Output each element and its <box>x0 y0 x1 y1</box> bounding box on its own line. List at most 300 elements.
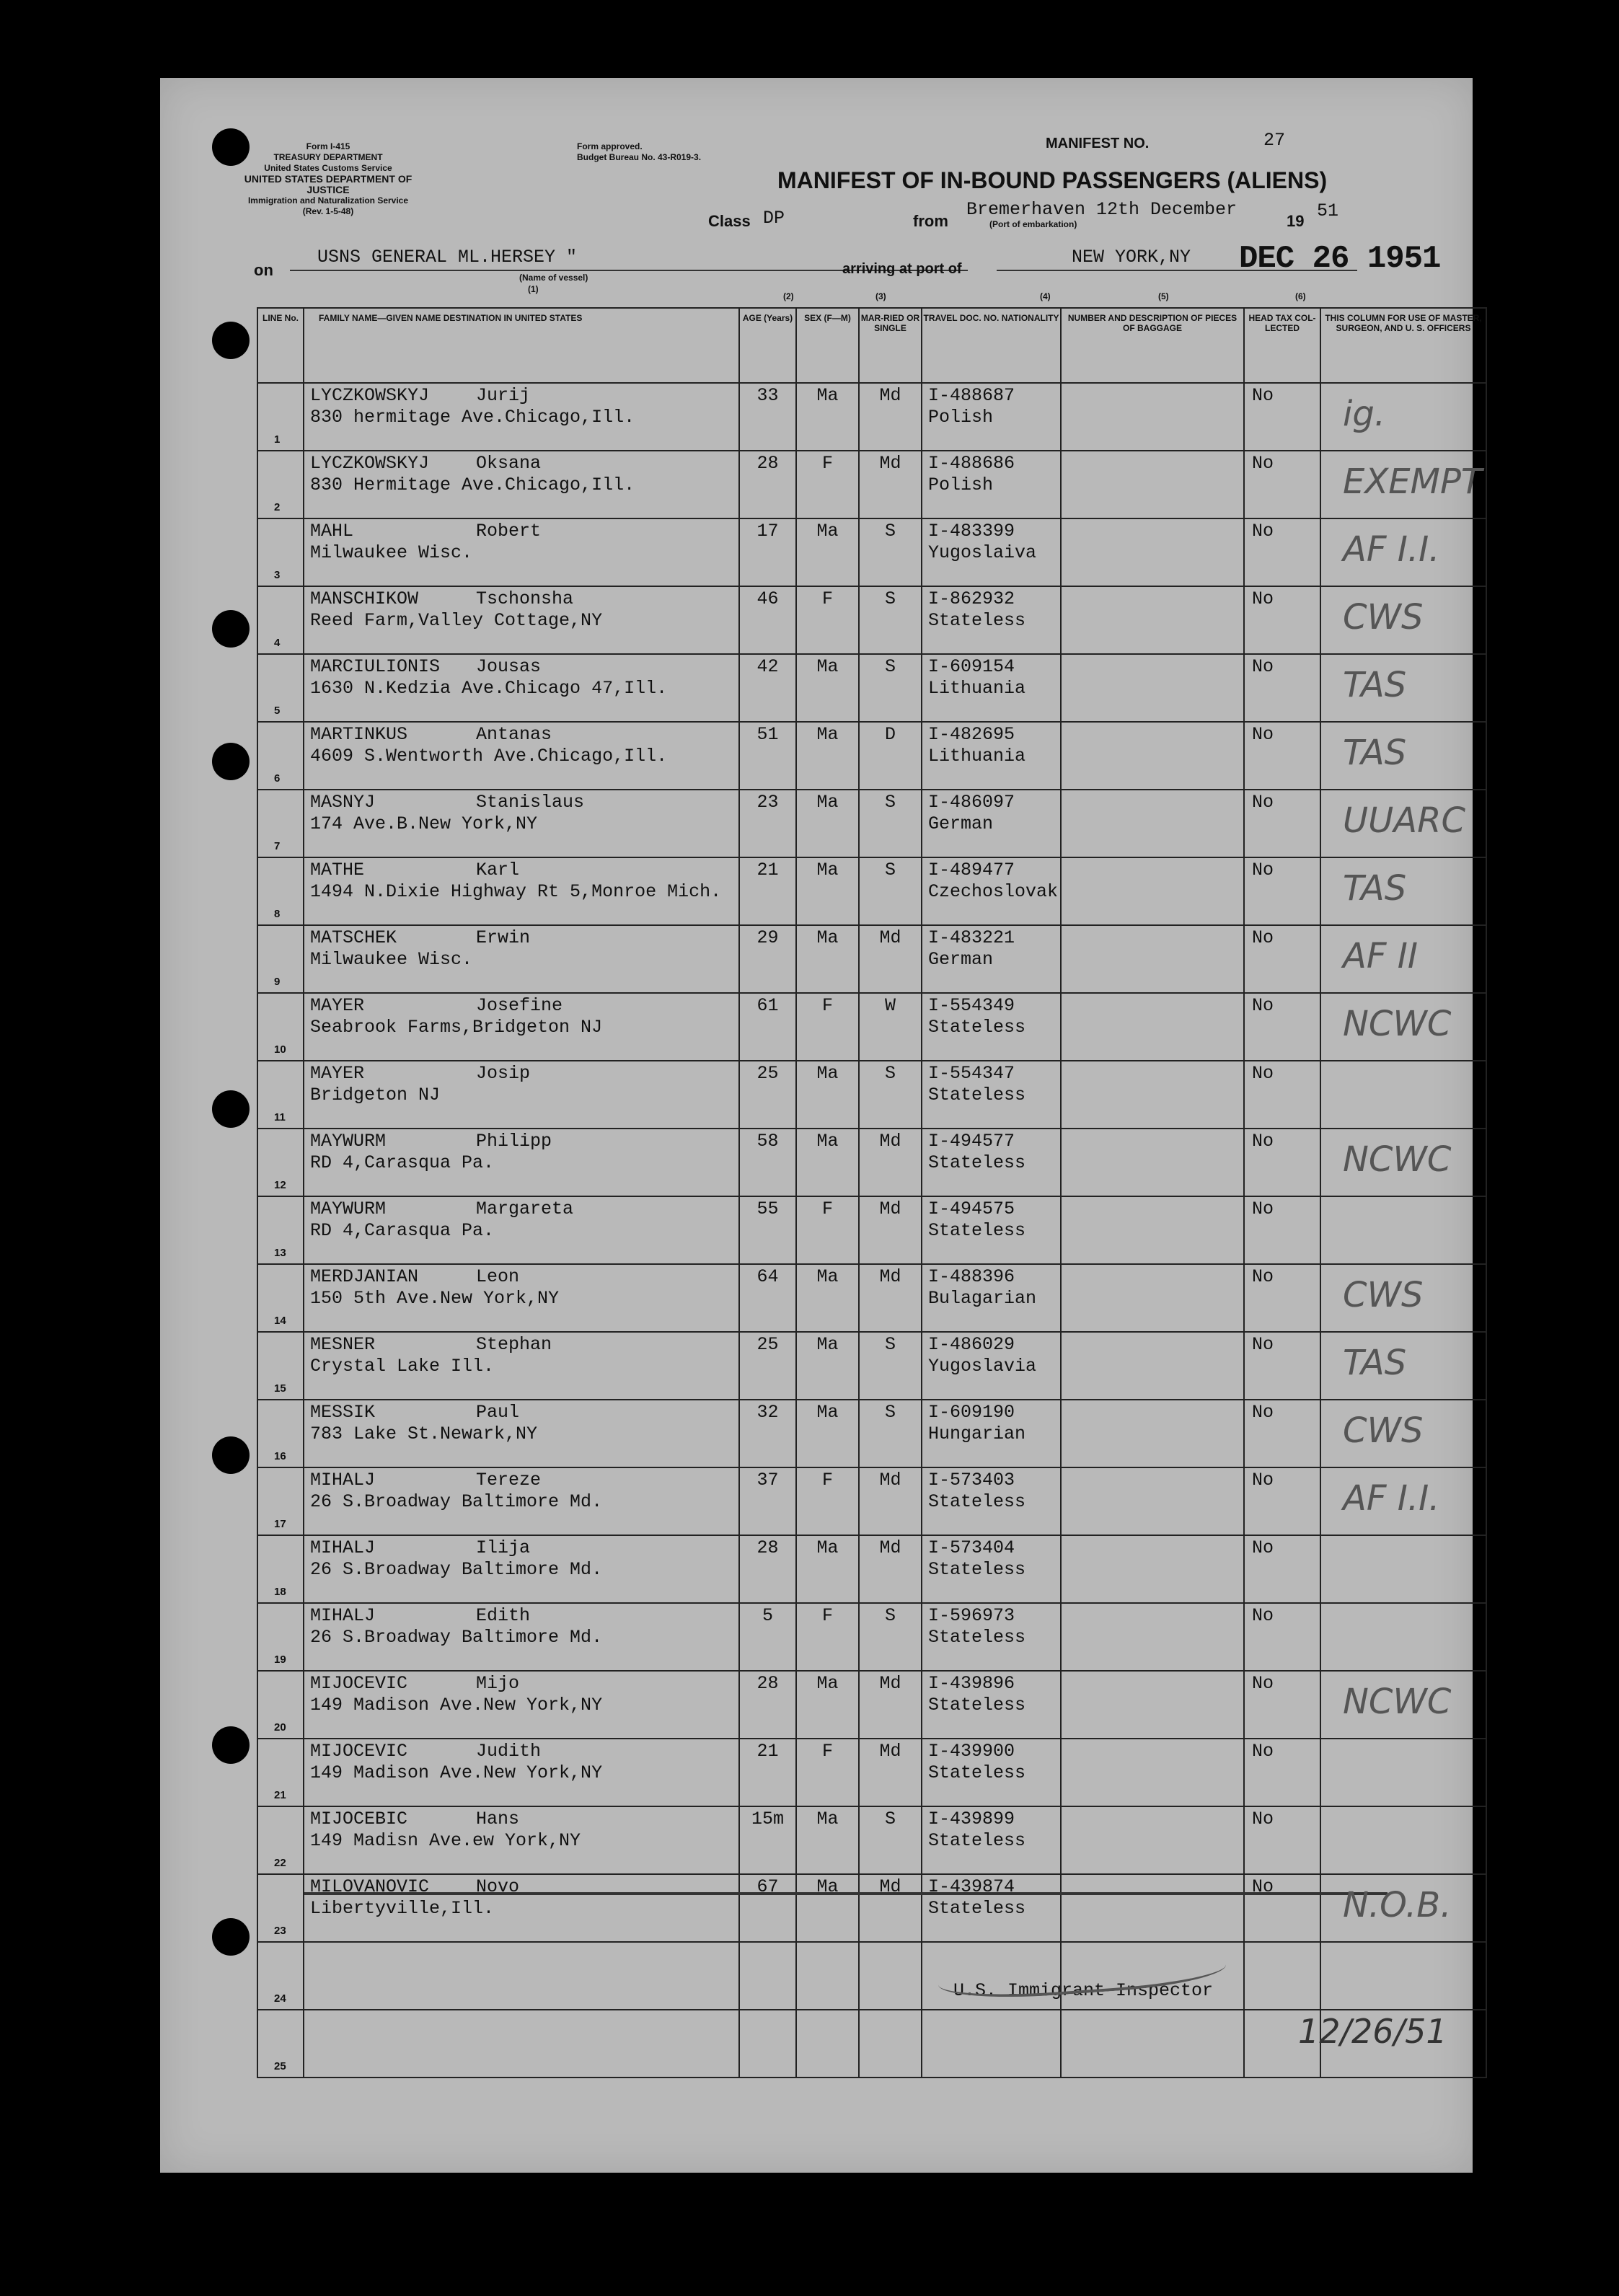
head-tax-cell <box>1244 1196 1320 1264</box>
marital-cell <box>859 1061 922 1129</box>
head-tax-cell <box>1244 654 1320 722</box>
travel-doc-no: I-596973 <box>928 1605 1015 1626</box>
travel-doc-cell <box>922 1196 1061 1264</box>
family-name: MATHE <box>310 860 365 880</box>
officer-note-cell <box>1320 1603 1486 1671</box>
age-cell <box>739 1535 796 1603</box>
travel-doc-cell <box>922 1400 1061 1467</box>
officer-note-cell <box>1320 1129 1486 1196</box>
age-cell <box>739 2010 796 2078</box>
head-tax: No <box>1252 1266 1274 1287</box>
age: 28 <box>756 1537 779 1558</box>
baggage-cell <box>1061 993 1244 1061</box>
sex: F <box>821 1741 833 1762</box>
vessel-name: USNS GENERAL ML.HERSEY " <box>317 247 578 268</box>
sex-cell <box>796 1671 859 1739</box>
table-row <box>257 1739 1486 1806</box>
destination: Libertyville,Ill. <box>310 1898 495 1919</box>
name-cell <box>304 654 739 722</box>
officer-note-cell <box>1320 1196 1486 1264</box>
age: 61 <box>756 995 779 1016</box>
travel-doc-cell <box>922 1806 1061 1874</box>
sex: Ma <box>816 1673 839 1694</box>
table-row <box>257 1196 1486 1264</box>
table-row <box>257 586 1486 654</box>
head-tax-cell <box>1244 1129 1320 1196</box>
travel-doc-no: I-488686 <box>928 453 1015 474</box>
age-cell <box>739 1467 796 1535</box>
officer-note-cell <box>1320 1671 1486 1739</box>
officer-note: TAS <box>1343 868 1407 909</box>
sex-cell <box>796 383 859 451</box>
travel-doc-cell <box>922 1874 1061 1942</box>
line-number: 3 <box>274 569 281 581</box>
sex-cell <box>796 1942 859 2010</box>
sex-cell <box>796 1400 859 1467</box>
name-cell <box>304 383 739 451</box>
head-tax-cell <box>1244 993 1320 1061</box>
from-label: from <box>913 212 948 230</box>
head-tax-cell <box>1244 451 1320 518</box>
name-cell <box>304 993 739 1061</box>
table-row <box>257 1535 1486 1603</box>
nationality: Stateless <box>928 1491 1026 1512</box>
head-tax-cell <box>1244 383 1320 451</box>
age-cell <box>739 1671 796 1739</box>
arrival-date-stamp: DEC 26 1951 <box>1239 241 1441 277</box>
age: 21 <box>756 1741 779 1762</box>
line-cell <box>257 518 304 586</box>
destination: 149 Madisn Ave.ew York,NY <box>310 1830 581 1851</box>
marital-status: S <box>884 656 896 677</box>
line-number: 22 <box>274 1857 286 1869</box>
sex: Ma <box>816 1131 839 1152</box>
table-row <box>257 1603 1486 1671</box>
sex-cell <box>796 1196 859 1264</box>
nationality: Polish <box>928 407 994 428</box>
line-number: 2 <box>274 501 281 513</box>
officer-note: NCWC <box>1343 1004 1452 1044</box>
family-name: MIJOCEBIC <box>310 1809 408 1829</box>
age: 58 <box>756 1131 779 1152</box>
head-tax: No <box>1252 724 1274 745</box>
sex-cell <box>796 1061 859 1129</box>
destination: 1494 N.Dixie Highway Rt 5,Monroe Mich. <box>310 881 722 902</box>
travel-doc-cell <box>922 993 1061 1061</box>
officer-note-cell <box>1320 790 1486 857</box>
marital-status: S <box>884 1402 896 1423</box>
given-name: Novo <box>476 1876 520 1897</box>
marital-cell <box>859 1806 922 1874</box>
line-cell <box>257 1400 304 1467</box>
officer-note: CWS <box>1343 597 1424 637</box>
line-number: 23 <box>274 1925 286 1937</box>
head-tax-cell <box>1244 1535 1320 1603</box>
given-name: Stephan <box>476 1334 552 1355</box>
marital-cell <box>859 1264 922 1332</box>
name-cell <box>304 1874 739 1942</box>
given-name: Tereze <box>476 1470 542 1491</box>
table-row <box>257 1400 1486 1467</box>
line-cell <box>257 1061 304 1129</box>
baggage-cell <box>1061 518 1244 586</box>
head-tax: No <box>1252 1334 1274 1355</box>
baggage-cell <box>1061 1332 1244 1400</box>
marital-cell <box>859 925 922 993</box>
officer-note: TAS <box>1343 1343 1407 1383</box>
head-tax-cell <box>1244 1467 1320 1535</box>
sex-cell <box>796 2010 859 2078</box>
marital-status: S <box>884 1334 896 1355</box>
family-name: MANSCHIKOW <box>310 588 419 609</box>
officer-note: NCWC <box>1343 1682 1452 1722</box>
sex-cell <box>796 790 859 857</box>
col-married: MAR-RIED OR SINGLE <box>859 308 922 383</box>
line-cell <box>257 1264 304 1332</box>
line-number: 12 <box>274 1179 286 1191</box>
marital-cell <box>859 1400 922 1467</box>
name-cell <box>304 1467 739 1535</box>
travel-doc-no: I-439874 <box>928 1876 1015 1897</box>
family-name: MAHL <box>310 521 354 542</box>
destination: 150 5th Ave.New York,NY <box>310 1288 560 1309</box>
given-name: Josefine <box>476 995 563 1016</box>
punch-hole <box>212 1090 250 1128</box>
head-tax: No <box>1252 927 1274 948</box>
age: 51 <box>756 724 779 745</box>
given-name: Antanas <box>476 724 552 745</box>
officer-note-cell <box>1320 993 1486 1061</box>
table-row <box>257 1467 1486 1535</box>
officer-note-cell <box>1320 654 1486 722</box>
travel-doc-cell <box>922 451 1061 518</box>
age: 25 <box>756 1063 779 1084</box>
given-name: Edith <box>476 1605 531 1626</box>
travel-doc-no: I-862932 <box>928 588 1015 609</box>
travel-doc-no: I-609154 <box>928 656 1015 677</box>
sex: F <box>821 453 833 474</box>
head-tax-cell <box>1244 1603 1320 1671</box>
head-tax: No <box>1252 1605 1274 1626</box>
inspector-date: 12/26/51 <box>1298 2012 1447 2051</box>
head-tax: No <box>1252 995 1274 1016</box>
marital-cell <box>859 1196 922 1264</box>
travel-doc-cell <box>922 1603 1061 1671</box>
line-number: 5 <box>274 705 281 717</box>
baggage-cell <box>1061 1400 1244 1467</box>
baggage-cell <box>1061 1061 1244 1129</box>
nationality: Stateless <box>928 1220 1026 1241</box>
family-name: MASNYJ <box>310 792 376 813</box>
nationality: Polish <box>928 474 994 495</box>
line-number: 14 <box>274 1315 286 1327</box>
age: 15m <box>751 1809 784 1829</box>
name-cell <box>304 722 739 790</box>
travel-doc-no: I-488687 <box>928 385 1015 406</box>
officer-note: EXEMPT <box>1343 462 1483 502</box>
name-cell <box>304 790 739 857</box>
marital-cell <box>859 383 922 451</box>
age: 25 <box>756 1334 779 1355</box>
arrival-port: NEW YORK,NY <box>1072 247 1191 268</box>
line-cell <box>257 857 304 925</box>
travel-doc-cell <box>922 654 1061 722</box>
marital-status: Md <box>879 1131 901 1152</box>
line-cell <box>257 993 304 1061</box>
baggage-cell <box>1061 1874 1244 1942</box>
nationality: Stateless <box>928 1830 1026 1851</box>
head-tax-cell <box>1244 1806 1320 1874</box>
sex: Ma <box>816 521 839 542</box>
line-number: 20 <box>274 1721 286 1734</box>
officer-note-cell <box>1320 1874 1486 1942</box>
col-head-tax: HEAD TAX COL-LECTED <box>1244 308 1320 383</box>
travel-doc-cell <box>922 857 1061 925</box>
age: 55 <box>756 1198 779 1219</box>
age-cell <box>739 451 796 518</box>
nationality: Stateless <box>928 1017 1026 1038</box>
head-tax: No <box>1252 453 1274 474</box>
table-row <box>257 993 1486 1061</box>
line-cell <box>257 1332 304 1400</box>
marital-status: S <box>884 792 896 813</box>
age-cell <box>739 1196 796 1264</box>
sex-cell <box>796 993 859 1061</box>
class-label: Class <box>708 212 751 230</box>
family-name: LYCZKOWSKYJ <box>310 453 430 474</box>
punch-hole <box>212 1918 250 1956</box>
head-tax-cell <box>1244 1874 1320 1942</box>
name-cell <box>304 925 739 993</box>
marital-status: Md <box>879 1470 901 1491</box>
age-cell <box>739 1603 796 1671</box>
line-cell <box>257 1671 304 1739</box>
travel-doc-no: I-573404 <box>928 1537 1015 1558</box>
officer-note: CWS <box>1343 1410 1424 1451</box>
destination: 830 Hermitage Ave.Chicago,Ill. <box>310 474 635 495</box>
table-row <box>257 1671 1486 1739</box>
table-row <box>257 1264 1486 1332</box>
head-tax: No <box>1252 1402 1274 1423</box>
destination: 174 Ave.B.New York,NY <box>310 813 538 834</box>
given-name: Margareta <box>476 1198 574 1219</box>
sex-cell <box>796 654 859 722</box>
line-cell <box>257 1806 304 1874</box>
year-prefix: 19 <box>1287 212 1305 230</box>
travel-doc-no: I-482695 <box>928 724 1015 745</box>
sex-cell <box>796 1264 859 1332</box>
baggage-cell <box>1061 1535 1244 1603</box>
nationality: Stateless <box>928 1762 1026 1783</box>
marital-cell <box>859 1535 922 1603</box>
head-tax-cell <box>1244 1400 1320 1467</box>
line-number: 18 <box>274 1586 286 1598</box>
given-name: Tschonsha <box>476 588 574 609</box>
col-name: FAMILY NAME—GIVEN NAME DESTINATION IN UNITED STATES <box>304 308 739 383</box>
line-number: 19 <box>274 1653 286 1666</box>
given-name: Stanislaus <box>476 792 585 813</box>
officer-note: TAS <box>1343 733 1407 773</box>
baggage-cell <box>1061 1264 1244 1332</box>
marital-cell <box>859 1942 922 2010</box>
punch-hole <box>212 322 250 359</box>
marital-status: Md <box>879 1876 901 1897</box>
embarkation-caption: (Port of embarkation) <box>989 219 1077 229</box>
travel-doc-no: I-609190 <box>928 1402 1015 1423</box>
head-tax-cell <box>1244 586 1320 654</box>
marital-status: Md <box>879 1198 901 1219</box>
line-cell <box>257 1535 304 1603</box>
line-cell <box>257 654 304 722</box>
given-name: Robert <box>476 521 542 542</box>
travel-doc-cell <box>922 925 1061 993</box>
line-number: 25 <box>274 2060 286 2072</box>
head-tax-cell <box>1244 1061 1320 1129</box>
line-number: 4 <box>274 637 281 649</box>
officer-note: ig. <box>1343 394 1386 434</box>
head-tax-cell <box>1244 722 1320 790</box>
table-row <box>257 1942 1486 2010</box>
given-name: Jousas <box>476 656 542 677</box>
officer-note-cell <box>1320 857 1486 925</box>
nationality: Lithuania <box>928 678 1026 699</box>
destination: 26 S.Broadway Baltimore Md. <box>310 1627 603 1648</box>
manifest-title: MANIFEST OF IN-BOUND PASSENGERS (ALIENS) <box>777 167 1328 193</box>
baggage-cell <box>1061 1467 1244 1535</box>
line-cell <box>257 1129 304 1196</box>
passenger-table <box>257 307 1487 2078</box>
marital-cell <box>859 654 922 722</box>
marital-status: S <box>884 1063 896 1084</box>
baggage-cell <box>1061 451 1244 518</box>
line-number: 13 <box>274 1247 286 1259</box>
age: 64 <box>756 1266 779 1287</box>
nationality: Yugoslavia <box>928 1356 1037 1377</box>
marital-status: Md <box>879 1741 901 1762</box>
sex: Ma <box>816 927 839 948</box>
officer-note-cell <box>1320 1535 1486 1603</box>
marital-cell <box>859 1332 922 1400</box>
nationality: Stateless <box>928 1085 1026 1105</box>
family-name: MARCIULIONIS <box>310 656 441 677</box>
col-travel-doc: TRAVEL DOC. NO. NATIONALITY <box>922 308 1061 383</box>
punch-hole <box>212 610 250 648</box>
punch-hole <box>212 128 250 166</box>
line-cell <box>257 722 304 790</box>
head-tax: No <box>1252 521 1274 542</box>
given-name: Leon <box>476 1266 520 1287</box>
travel-doc-no: I-489477 <box>928 860 1015 880</box>
age: 67 <box>756 1876 779 1897</box>
destination: RD 4,Carasqua Pa. <box>310 1220 495 1241</box>
baggage-cell <box>1061 1806 1244 1874</box>
line-number: 8 <box>274 908 281 920</box>
sex-cell <box>796 1806 859 1874</box>
sex: F <box>821 1198 833 1219</box>
family-name: MIHALJ <box>310 1537 376 1558</box>
marital-status: Md <box>879 1537 901 1558</box>
name-cell <box>304 1264 739 1332</box>
travel-doc-cell <box>922 2010 1061 2078</box>
family-name: MAYWURM <box>310 1198 387 1219</box>
marital-status: Md <box>879 1266 901 1287</box>
marital-cell <box>859 790 922 857</box>
name-cell <box>304 857 739 925</box>
class-value: DP <box>763 208 785 229</box>
marital-status: Md <box>879 385 901 406</box>
age-cell <box>739 1942 796 2010</box>
marital-status: Md <box>879 453 901 474</box>
officer-note: N.O.B. <box>1343 1885 1452 1925</box>
given-name: Jurij <box>476 385 531 406</box>
age: 46 <box>756 588 779 609</box>
given-name: Judith <box>476 1741 542 1762</box>
line-cell <box>257 2010 304 2078</box>
officer-note-cell <box>1320 451 1486 518</box>
sex-cell <box>796 857 859 925</box>
given-name: Ilija <box>476 1537 531 1558</box>
head-tax: No <box>1252 1537 1274 1558</box>
table-row <box>257 1874 1486 1942</box>
family-name: MIHALJ <box>310 1605 376 1626</box>
age-cell <box>739 722 796 790</box>
officer-note-cell <box>1320 1061 1486 1129</box>
table-row <box>257 451 1486 518</box>
sex-cell <box>796 1332 859 1400</box>
line-number: 6 <box>274 772 281 785</box>
line-cell <box>257 1603 304 1671</box>
destination: Seabrook Farms,Bridgeton NJ <box>310 1017 603 1038</box>
officer-note: AF II <box>1343 936 1419 976</box>
head-tax-cell <box>1244 1264 1320 1332</box>
marital-cell <box>859 722 922 790</box>
sex: Ma <box>816 1334 839 1355</box>
family-name: MIJOCEVIC <box>310 1673 408 1694</box>
travel-doc-cell <box>922 1264 1061 1332</box>
head-tax: No <box>1252 1741 1274 1762</box>
age: 17 <box>756 521 779 542</box>
officer-note-cell <box>1320 1400 1486 1467</box>
travel-doc-cell <box>922 1061 1061 1129</box>
arriving-label: arriving at port of <box>842 261 962 277</box>
marital-status: Md <box>879 927 901 948</box>
column-numbers: (2) (3) (4) (5) (6) <box>783 291 1306 301</box>
nationality: Stateless <box>928 1695 1026 1716</box>
marital-status: S <box>884 1809 896 1829</box>
travel-doc-cell <box>922 722 1061 790</box>
age: 29 <box>756 927 779 948</box>
age-cell <box>739 518 796 586</box>
given-name: Karl <box>476 860 520 880</box>
name-cell <box>304 1806 739 1874</box>
officer-note-cell <box>1320 1739 1486 1806</box>
line-number: 11 <box>274 1111 286 1123</box>
sex: Ma <box>816 1402 839 1423</box>
table-row <box>257 1061 1486 1129</box>
destination: 149 Madison Ave.New York,NY <box>310 1695 603 1716</box>
officer-note-cell <box>1320 1332 1486 1400</box>
col-age: AGE (Years) <box>739 308 796 383</box>
marital-status: S <box>884 1605 896 1626</box>
destination: 149 Madison Ave.New York,NY <box>310 1762 603 1783</box>
family-name: MAYWURM <box>310 1131 387 1152</box>
age-cell <box>739 1874 796 1942</box>
head-tax-cell <box>1244 925 1320 993</box>
destination: RD 4,Carasqua Pa. <box>310 1152 495 1173</box>
table-row <box>257 857 1486 925</box>
sex: Ma <box>816 1809 839 1829</box>
travel-doc-cell <box>922 1535 1061 1603</box>
